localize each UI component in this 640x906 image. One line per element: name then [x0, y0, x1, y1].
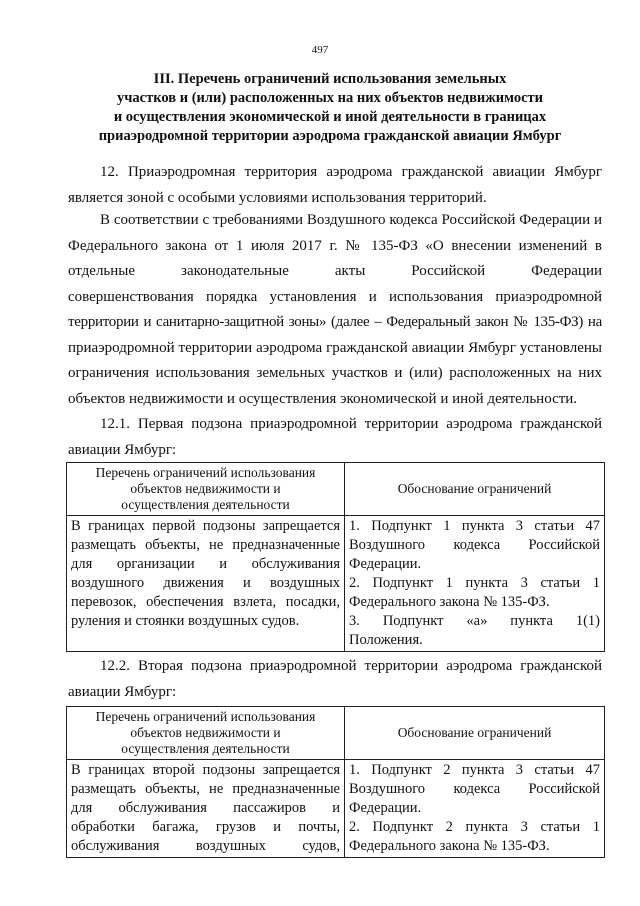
- cell-line: размещать объекты, не предназначенные: [71, 781, 340, 797]
- cell-line: Воздушного кодекса Российской: [349, 781, 600, 797]
- header-line: объектов недвижимости и: [130, 481, 281, 496]
- cell-line: В границах второй подзоны запрещается: [71, 762, 340, 778]
- header-line: Перечень ограничений использования: [95, 709, 316, 724]
- paragraph-legal-basis: [68, 208, 602, 412]
- header-line: объектов недвижимости и: [130, 725, 281, 740]
- cell-line: Федерации.: [349, 800, 422, 816]
- table-header-row: [67, 463, 605, 516]
- paragraph-12: [68, 160, 602, 211]
- cell-line: Положения.: [349, 632, 423, 648]
- paragraph-line: территории и санитарно-защитной зоны» (далее – Федеральный закон № 135-ФЗ) на: [68, 314, 602, 330]
- cell-line: 1. Подпункт 2 пункта 3 статьи 47: [349, 762, 600, 778]
- restrictions-table-subzone-2: [66, 706, 605, 858]
- cell-line: 2. Подпункт 1 пункта 3 статьи 1: [349, 575, 600, 591]
- page-number: 497: [311, 44, 329, 56]
- paragraph-line: совершенствования порядка установления и использования приаэродромной: [68, 288, 602, 305]
- justification-cell: [345, 516, 605, 652]
- cell-line: 3. Подпункт «а» пункта 1(1): [349, 613, 600, 629]
- cell-line: для обслуживания пассажиров и: [71, 800, 340, 816]
- table-row: [67, 760, 605, 858]
- table-header-cell: [67, 707, 345, 760]
- table-header-cell: Обоснование ограничений: [345, 707, 605, 760]
- cell-line: руления и стоянки воздушных судов.: [71, 613, 300, 629]
- table-header-row: [67, 707, 605, 760]
- paragraph-line: является зоной с особыми условиями использования территорий.: [68, 189, 487, 206]
- subzone-2-heading: [68, 654, 602, 705]
- header-line: осуществления деятельности: [121, 497, 290, 512]
- cell-line: размещать объекты, не предназначенные: [71, 537, 340, 553]
- section-title-line: III. Перечень ограничений использования земельных: [153, 71, 507, 87]
- paragraph-line: авиации Ямбург:: [68, 683, 177, 700]
- paragraph-line: 12.1. Первая подзона приаэродромной территории аэродрома гражданской: [100, 416, 602, 432]
- cell-line: обработки багажа, грузов и почты,: [71, 819, 340, 835]
- section-title-line: приаэродромной территории аэродрома гражданской авиации Ямбург: [98, 128, 562, 144]
- paragraph-line: отдельные законодательные акты Российской Федерации: [68, 263, 602, 279]
- section-title-line: и осуществления экономической и иной деятельности в границах: [113, 109, 547, 125]
- subzone-1-heading: [68, 412, 602, 463]
- cell-line: В границах первой подзоны запрещается: [71, 518, 340, 534]
- paragraph-line: 12.2. Вторая подзона приаэродромной территории аэродрома гражданской: [100, 658, 602, 674]
- paragraph-line: объектов недвижимости и осуществления экономической и иной деятельности.: [68, 390, 578, 407]
- table-header-cell: [67, 463, 345, 516]
- table-row: [67, 516, 605, 652]
- header-line: осуществления деятельности: [121, 741, 290, 756]
- cell-line: Федерального закона № 135-ФЗ.: [349, 838, 550, 854]
- justification-cell: [345, 760, 605, 858]
- cell-line: обслуживания воздушных судов,: [71, 838, 340, 854]
- paragraph-line: ограничения использования земельных участков и (или) расположенных на них: [68, 365, 602, 381]
- cell-line: 1. Подпункт 1 пункта 3 статьи 47: [349, 518, 600, 534]
- paragraph-line: 12. Приаэродромная территория аэродрома гражданской авиации Ямбург: [100, 164, 602, 180]
- restriction-cell: [67, 516, 345, 652]
- paragraph-line: В соответствии с требованиями Воздушного кодекса Российской Федерации и: [100, 212, 602, 228]
- paragraph-line: авиации Ямбург:: [68, 441, 177, 458]
- restriction-cell: [67, 760, 345, 858]
- cell-line: 2. Подпункт 2 пункта 3 статьи 1: [349, 819, 600, 835]
- cell-line: перевозок, обеспечения взлета, посадки,: [71, 594, 340, 610]
- section-title: [70, 70, 590, 146]
- header-line: Перечень ограничений использования: [95, 465, 316, 480]
- cell-line: Федерации.: [349, 556, 422, 572]
- table-header-cell: Обоснование ограничений: [345, 463, 605, 516]
- cell-line: для организации и обслуживания: [71, 556, 340, 572]
- section-title-line: участков и (или) расположенных на них объектов недвижимости: [116, 90, 543, 106]
- paragraph-line: Федерального закона от 1 июля 2017 г. № 135-ФЗ «О внесении изменений в: [68, 237, 602, 254]
- cell-line: Воздушного кодекса Российской: [349, 537, 600, 553]
- cell-line: воздушного движения и воздушных: [71, 575, 340, 591]
- restrictions-table-subzone-1: [66, 462, 605, 652]
- paragraph-line: приаэродромной территории аэродрома гражданской авиации Ямбург установлены: [68, 339, 602, 356]
- cell-line: Федерального закона № 135-ФЗ.: [349, 594, 550, 610]
